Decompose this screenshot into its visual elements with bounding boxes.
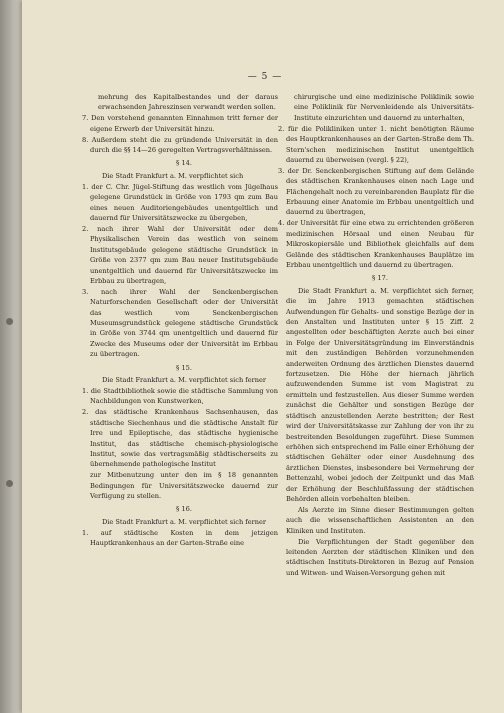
punch-hole	[6, 480, 13, 487]
list-item: 2. nach ihrer Wahl der Universität oder dem Physikalischen Verein das westlich von seinem Institutsgebäude gelegene städtische Grundstück in Größe von 2377 qm zum Bau neuer Institutsgebäude unentgeltlich und dauernd für Universitätszwecke im Erbbau zu übertragen,	[82, 224, 278, 285]
list-item: 3. nach ihrer Wahl der Senckenbergischen Naturforschenden Gesellschaft oder der Universität das westlich vom Senckenbergischen Museumsgrundstück gelegene städtische Grundstück in Größe von 3744 qm unentgeltlich und dauernd für Zwecke des Museums oder der Universität im Erbbau zu übertragen.	[82, 287, 278, 359]
section-heading: § 14.	[176, 159, 192, 168]
page-number: — 5 —	[247, 72, 283, 82]
list-item: 4. der Universität für eine etwa zu errichtenden größeren medizinischen Hörsaal und einen Neubau für Mikroskopiersäle und Bibliothek gleichfalls auf dem Gelände des städtischen Krankenhauses Bauplätze im Erbbau unentgeltlich und dauernd zu übertragen.	[278, 219, 474, 269]
list-item: 3. der Dr. Senckenbergischen Stiftung auf dem Gelände des städtischen Krankenhauses einen nach Lage und Flächengehalt noch zu vereinbarenden Bauplatz für die Erbauung einer Anatomie im Erbbau unentgeltlich und dauernd zu übertragen,	[278, 166, 474, 217]
list-item: 1. auf städtische Kosten in dem jetzigen Hauptkrankenhaus an der Garten-Straße eine	[82, 528, 278, 548]
punch-hole	[6, 318, 13, 325]
paragraph: zur Mitbenutzung unter den im § 18 genannten Bedingungen für Universitätszwecke dauernd zur Verfügung zu stellen.	[90, 471, 278, 501]
list-item: 7. Den vorstehend genannten Einnahmen tritt ferner der eigene Erwerb der Universität hinzu.	[82, 114, 278, 133]
paragraph: Die Stadt Frankfurt a. M. verpflichtet sich ferner, die im Jahre 1913 gemachten städtischen Aufwendungen für Gehalts- und sonstige Bezüge der in den Anstalten und Instituten unter § 15 Ziff. 2 angestellten oder beschäftigten Aerzte auch bei einer in Folge der Universitätsgründung im Einverständnis mit den zuständigen Behörden vorzunehmenden anderweiten Ordnung des ärztlichen Dienstes dauernd fortzusetzen. Die Höhe der hiernach jährlich aufzuwendenden Summe ist vom Magistrat zu ermitteln und festzustellen. Aus dieser Summe werden zunächst die Gehälter und sonstigen Bezüge der städtisch anzustellenden Aerzte bestritten; der Rest wird der Universitätskasse zur Zahlung der von ihr zu bestreitenden Besoldungen zugeführt. Diese Summen erhöhen sich entsprechend im Falle einer Erhöhung der städtischen Gehälter oder einer Ausdehnung des ärztlichen Dienstes, insbesondere bei Vermehrung der Bettenzahl, wobei jedoch der Zeitpunkt und das Maß der Erhöhung der Beschlußfassung der städtischen Behörden allein vorbehalten bleiben.	[286, 286, 474, 503]
adjacent-page-edge	[0, 0, 22, 713]
list-item: 2. für die Polikliniken unter 1. nicht benötigten Räume des Hauptkrankenhauses an der Garten-Straße dem Th. Stern'schen medizinischen Institut unentgeltlich dauernd zu überweisen (vergl. § 22),	[278, 124, 474, 164]
list-item: 8. Außerdem steht die zu gründende Universität in den durch die §§ 14—26 geregelten Vertragsverhältnissen.	[82, 135, 278, 155]
continuation-text: mehrung des Kapitalbestandes und der daraus erwachsenden Jahreszinsen verwandt werden sollen.	[98, 93, 278, 112]
section-heading: § 17.	[372, 274, 388, 283]
section-heading: § 16.	[176, 505, 192, 514]
paragraph: Die Verpflichtungen der Stadt gegenüber den leitenden Aerzten der städtischen Kliniken und den städtischen Instituts-Direktoren in Bezug auf Pension und Witwen- und Waisen-Versorgung gehen mit	[286, 537, 474, 577]
section-intro: Die Stadt Frankfurt a. M. verpflichtet sich ferner	[102, 376, 267, 385]
list-item: 2. das städtische Krankenhaus Sachsenhausen, das städtische Siechenhaus und die städtische Anstalt für Irre und Epileptische, das städtische hygienische Institut, das städtische chemisch-physiologische Institut, sowie das vertragsmäßig städtischerseits zu übernehmende pathologische Institut	[82, 408, 278, 469]
list-item: 1. der C. Chr. Jügel-Stiftung das westlich vom Jügelhaus gelegene Grundstück in Größe von 1793 qm zum Bau eines neuen Auditoriengebäudes unentgeltlich und dauernd für Universitätszwecke zu übergeben,	[82, 182, 278, 222]
section-intro: Die Stadt Frankfurt a. M. verpflichtet sich ferner	[102, 517, 267, 526]
list-item: 1. die Stadtbibliothek sowie die städtische Sammlung von Nachbildungen von Kunstwerken,	[82, 386, 278, 406]
continuation-text: chirurgische und eine medizinische Poliklinik sowie eine Poliklinik für Nervenleidende als Universitäts-Institute einzurichten und dauernd zu unterhalten,	[294, 93, 474, 122]
paragraph: Als Aerzte im Sinne dieser Bestimmungen gelten auch die wissenschaftlichen Assistenten an den Kliniken und Instituten.	[286, 505, 474, 535]
section-heading: § 15.	[176, 363, 192, 372]
left-column	[82, 92, 278, 549]
right-column	[278, 92, 474, 579]
section-intro: Die Stadt Frankfurt a. M. verpflichtet sich	[102, 171, 244, 180]
